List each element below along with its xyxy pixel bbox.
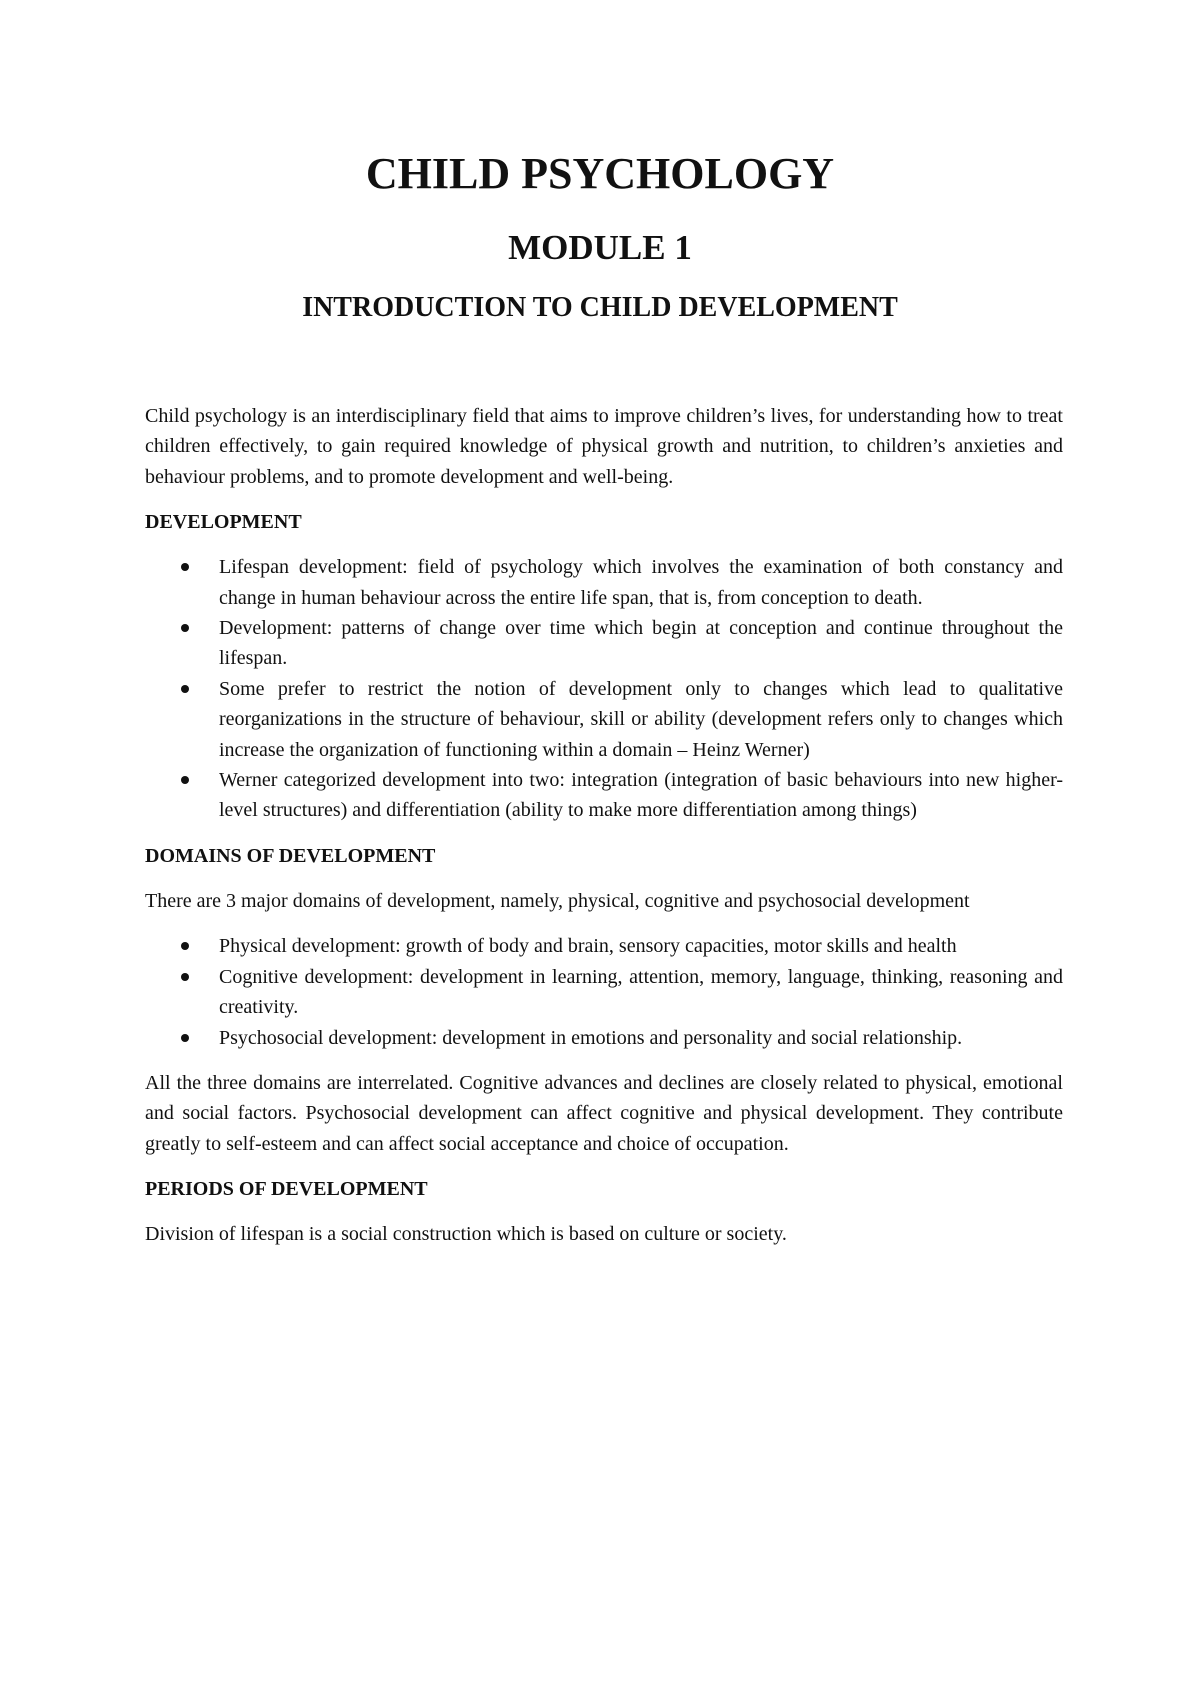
bullet-icon xyxy=(181,973,189,981)
list-item xyxy=(219,962,1063,1023)
list-item xyxy=(219,931,1063,961)
domains-closing-paragraph: All the three domains are interrelated. Cognitive advances and declines are closely related to physical, emotional and social factors. Psychosocial development can affect cognitive and physical development. They contribute greatly to self-esteem and can affect social acceptance and choice of occupation. xyxy=(145,1071,1063,1155)
section-heading-periods: PERIODS OF DEVELOPMENT xyxy=(145,1178,428,1201)
document-title: CHILD PSYCHOLOGY xyxy=(365,149,835,198)
list-item-text: Psychosocial development: development in emotions and personality and social relationship. xyxy=(219,1026,963,1049)
list-item-text: Physical development: growth of body and brain, sensory capacities, motor skills and health xyxy=(219,935,957,958)
list-item xyxy=(219,674,1063,765)
list-item-text: Lifespan development: field of psychology which involves the examination of both constancy and change in human behaviour across the entire life span, that is, from conception to death. xyxy=(219,556,1063,609)
list-item-text: Development: patterns of change over time which begin at conception and continue throughout the lifespan. xyxy=(219,617,1063,670)
domains-list xyxy=(145,931,1063,1053)
bullet-icon xyxy=(181,942,189,950)
list-item xyxy=(219,765,1063,826)
bullet-icon xyxy=(181,776,189,784)
list-item xyxy=(219,613,1063,674)
document-body xyxy=(145,401,1063,1265)
bullet-icon xyxy=(181,1034,189,1042)
bullet-icon xyxy=(181,563,189,571)
document-subtitle: INTRODUCTION TO CHILD DEVELOPMENT xyxy=(302,292,898,323)
list-item-text: Some prefer to restrict the notion of development only to changes which lead to qualitative reorganizations in the structure of behaviour, skill or ability (development refers only to changes which increase the organization of functioning within a domain – Heinz Werner) xyxy=(219,677,1063,761)
development-list xyxy=(145,552,1063,826)
intro-paragraph: Child psychology is an interdisciplinary field that aims to improve children’s lives, for understanding how to treat children effectively, to gain required knowledge of physical growth and nutrition, to children’s anxieties and behaviour problems, and to promote development and well-being. xyxy=(145,405,1063,488)
list-item xyxy=(219,1023,1063,1053)
periods-paragraph: Division of lifespan is a social construction which is based on culture or society. xyxy=(145,1223,787,1246)
module-heading: MODULE 1 xyxy=(508,228,692,267)
list-item-text: Cognitive development: development in learning, attention, memory, language, thinking, reasoning and creativity. xyxy=(219,965,1063,1019)
domains-intro-paragraph: There are 3 major domains of development, namely, physical, cognitive and psychosocial development xyxy=(145,889,970,912)
section-heading-domains: DOMAINS OF DEVELOPMENT xyxy=(145,844,436,867)
list-item xyxy=(219,552,1063,613)
bullet-icon xyxy=(181,624,189,632)
bullet-icon xyxy=(181,685,189,693)
list-item-text: Werner categorized development into two: integration (integration of basic behaviours into new higher-level structures) and differentiation (ability to make more differentiation among things) xyxy=(219,769,1063,822)
section-heading-development: DEVELOPMENT xyxy=(145,511,302,534)
